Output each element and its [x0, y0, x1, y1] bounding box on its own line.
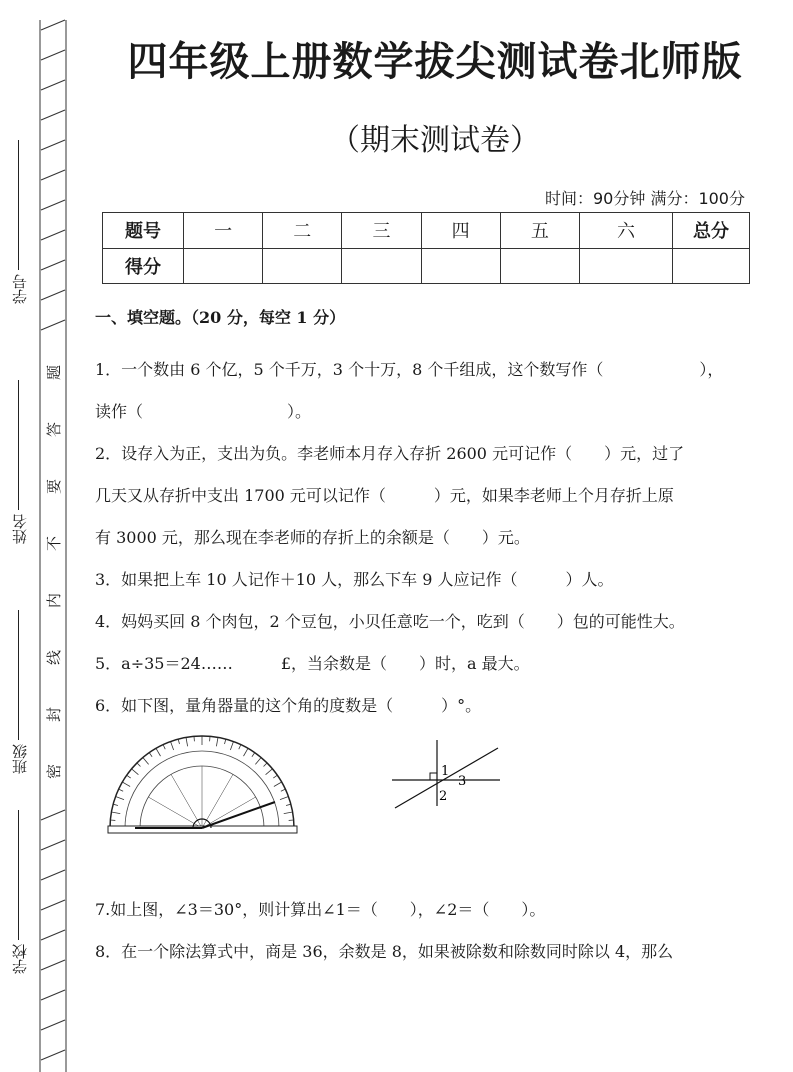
table-header-cell: 六 — [580, 213, 673, 249]
protractor-figure — [105, 730, 300, 840]
protractor-tick — [274, 782, 282, 787]
question-line: 2．设存入为正，支出为负。李老师本月存入存折 2600 元可记作（ ）元，过了 — [95, 444, 685, 463]
angle-label-2: 2 — [439, 789, 448, 804]
protractor-tick — [284, 812, 293, 814]
notice-char: 密 — [45, 763, 64, 780]
class-label: 班级 — [10, 744, 29, 774]
question-line: 读作（ ）。 — [95, 402, 312, 421]
protractor-tick — [156, 748, 161, 756]
protractor-tick — [143, 758, 149, 765]
notice-char: 不 — [45, 535, 64, 552]
question-line: 5．a÷35＝24…… £，当余数是（ ）时，a 最大。 — [95, 654, 530, 673]
score-cell[interactable] — [673, 248, 750, 284]
school-underline[interactable] — [18, 810, 20, 940]
question-line: 4．妈妈买回 8 个肉包，2 个豆包，小贝任意吃一个，吃到（ ）包的可能性大。 — [95, 612, 685, 631]
protractor-tick — [171, 742, 174, 750]
student-id-underline[interactable] — [18, 140, 20, 270]
notice-char: 要 — [45, 478, 64, 495]
question-line: 6．如下图，量角器量的这个角的度数是（ ）°。 — [95, 696, 482, 715]
table-header-cell: 四 — [421, 213, 500, 249]
score-cell[interactable] — [184, 248, 263, 284]
notice-char: 封 — [45, 706, 64, 723]
school-field — [2, 810, 36, 974]
protractor-tick — [122, 782, 130, 787]
score-table-score-row — [103, 248, 750, 284]
table-header-cell: 二 — [263, 213, 342, 249]
protractor-tick — [280, 797, 288, 800]
score-row-label: 得分 — [103, 248, 184, 284]
score-cell[interactable] — [342, 248, 421, 284]
score-table-header-row — [103, 213, 750, 249]
score-cell[interactable] — [500, 248, 579, 284]
table-header-cell: 总分 — [673, 213, 750, 249]
notice-char: 答 — [45, 421, 64, 438]
protractor-tick — [127, 775, 131, 778]
table-header-cell: 三 — [342, 213, 421, 249]
protractor-tick — [244, 748, 249, 756]
question-line: 1．一个数由 6 个亿，5 个千万，3 个十万，8 个千组成，这个数写作（ ）， — [95, 360, 724, 379]
name-underline[interactable] — [18, 380, 20, 510]
seal-line-notice — [44, 362, 64, 782]
page-subtitle: （期末测试卷） — [330, 123, 540, 158]
protractor-tick — [255, 758, 261, 765]
table-header-cell: 题号 — [103, 213, 184, 249]
protractor-tick — [266, 769, 273, 775]
table-header-cell: 五 — [500, 213, 579, 249]
score-cell[interactable] — [263, 248, 342, 284]
question-line: 有 3000 元，那么现在李老师的存折上的余额是（ ）元。 — [95, 528, 530, 547]
protractor-tick — [273, 775, 277, 778]
protractor-tick — [113, 804, 118, 805]
school-label: 学校 — [10, 944, 29, 974]
score-cell[interactable] — [421, 248, 500, 284]
notice-char: 题 — [45, 364, 64, 381]
protractor-tick — [132, 769, 139, 775]
angle-label-3: 3 — [458, 774, 467, 789]
question-line: 8．在一个除法算式中，商是 36，余数是 8，如果被除数和除数同时除以 4，那么 — [95, 942, 674, 961]
student-id-field — [2, 140, 36, 304]
notice-char: 线 — [45, 649, 64, 666]
question-line: 几天又从存折中支出 1700 元可以记作（ ）元，如果李老师上个月存折上原 — [95, 486, 674, 505]
intersecting-lines-figure — [390, 738, 510, 813]
class-field — [2, 610, 36, 774]
question-line: 7.如上图，∠3＝30°，则计算出∠1＝（ ），∠2＝（ ）。 — [95, 900, 546, 919]
protractor-tick — [186, 737, 188, 746]
angle-label-1: 1 — [441, 764, 450, 779]
protractor-tick — [230, 742, 233, 750]
protractor-tick — [216, 737, 218, 746]
protractor-tick — [286, 804, 291, 805]
table-header-cell: 一 — [184, 213, 263, 249]
student-id-label: 学号 — [10, 274, 29, 304]
name-label: 姓名 — [10, 514, 29, 544]
page-title: 四年级上册数学拔尖测试卷北师版 — [127, 39, 743, 85]
notice-char: 内 — [45, 592, 64, 609]
name-field — [2, 380, 36, 544]
protractor-tick — [116, 797, 124, 800]
score-table — [102, 212, 750, 284]
score-cell[interactable] — [580, 248, 673, 284]
section-title: 一、填空题。（20 分，每空 1 分） — [95, 308, 346, 327]
question-line: 3．如果把上车 10 人记作＋10 人，那么下车 9 人应记作（ ）人。 — [95, 570, 614, 589]
protractor-tick — [111, 812, 120, 814]
exam-meta: 时间：90分钟 满分：100分 — [545, 189, 745, 208]
class-underline[interactable] — [18, 610, 20, 740]
